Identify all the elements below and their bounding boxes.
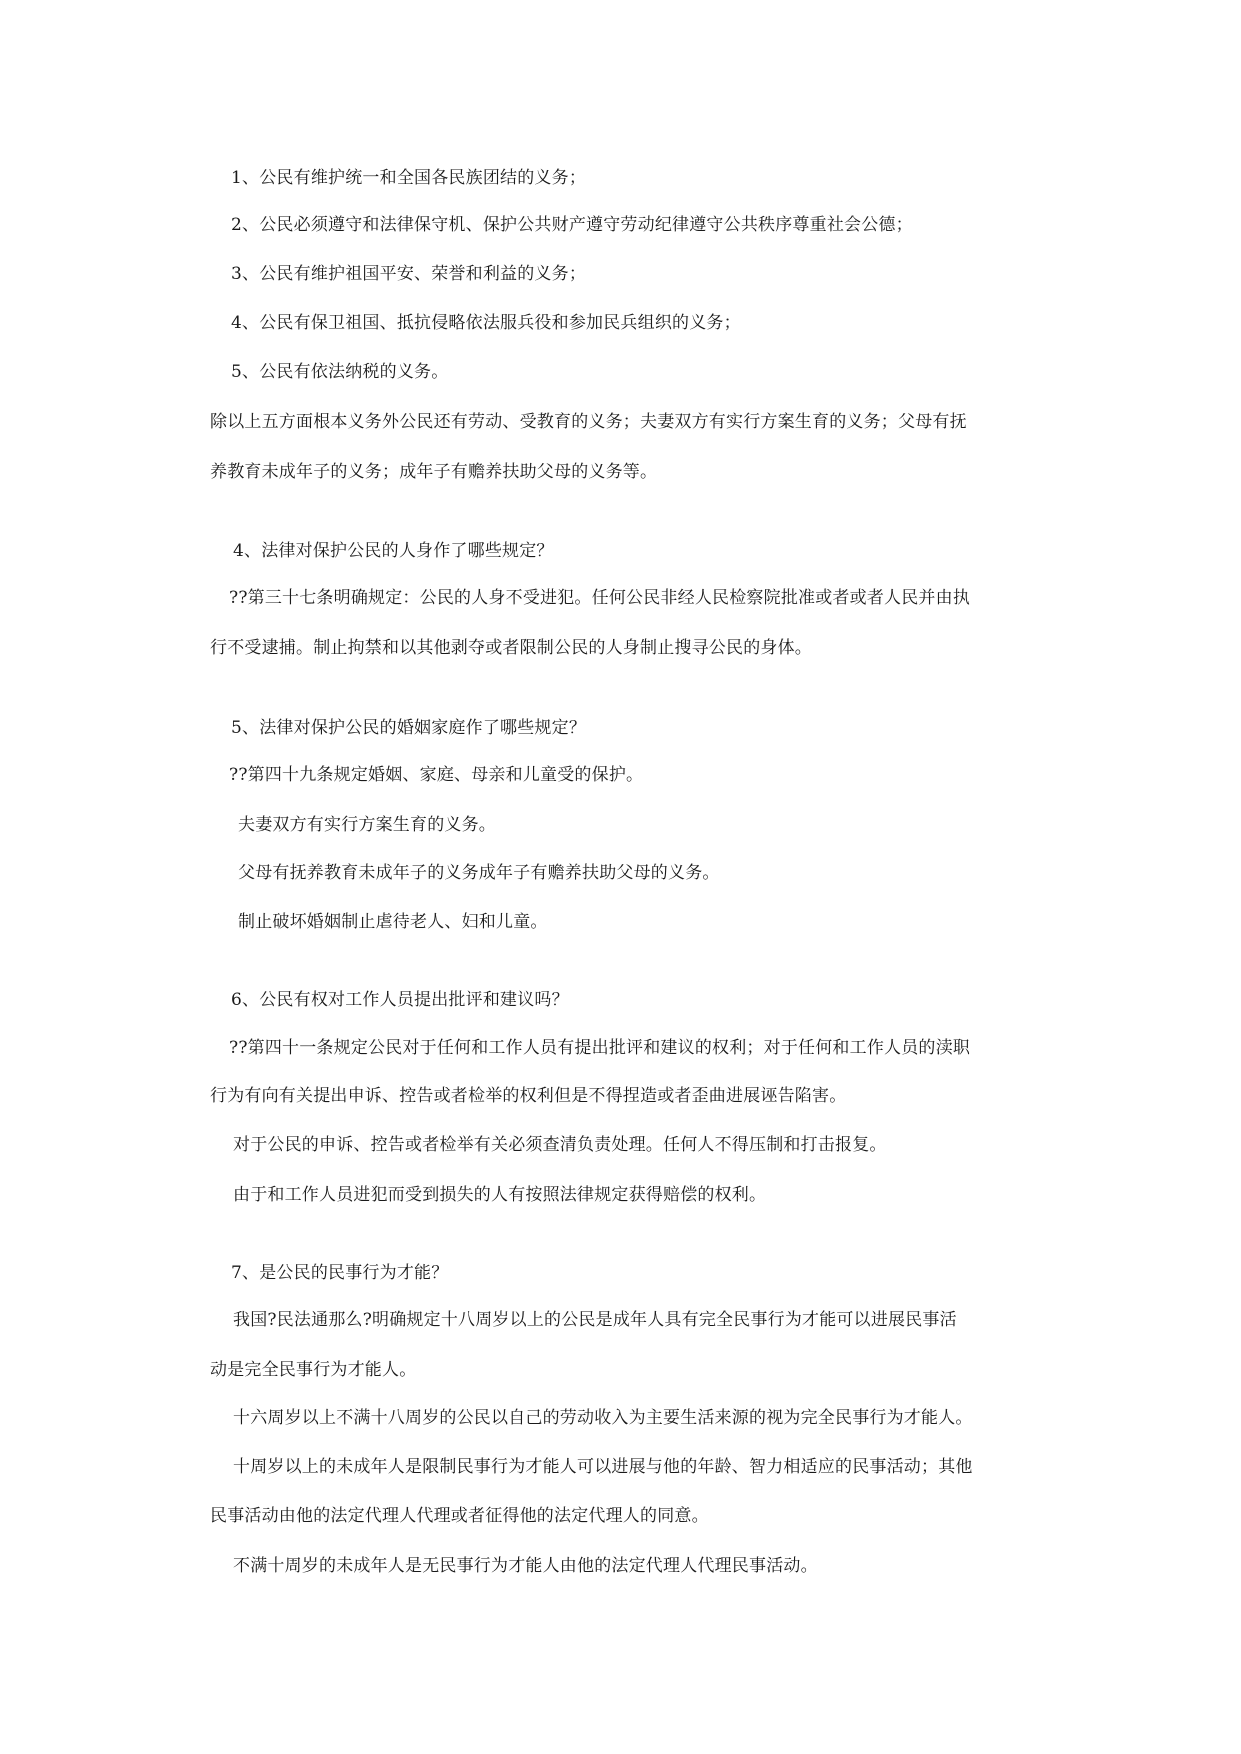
text-line: 行为有向有关提出申诉、控告或者检举的权利但是不得捏造或者歪曲进展诬告陷害。 [210, 1086, 847, 1106]
text-line: 5、公民有依法纳税的义务。 [231, 362, 449, 382]
text-line: ??第四十一条规定公民对于任何和工作人员有提出批评和建议的权利；对于任何和工作人员的渎职 [229, 1038, 971, 1058]
section-heading: 6、公民有权对工作人员提出批评和建议吗？ [231, 990, 569, 1010]
text-line: 民事活动由他的法定代理人代理或者征得他的法定代理人的同意。 [210, 1506, 709, 1526]
section-heading: 5、法律对保护公民的婚姻家庭作了哪些规定？ [231, 718, 587, 738]
text-line: 养教育未成年子的义务；成年子有赡养扶助父母的义务等。 [210, 462, 658, 482]
section-heading: 7、是公民的民事行为才能？ [231, 1263, 449, 1283]
text-line: 动是完全民事行为才能人。 [210, 1360, 417, 1380]
text-line: ??第四十九条规定婚姻、家庭、母亲和儿童受的保护。 [229, 765, 644, 785]
text-line: 十六周岁以上不满十八周岁的公民以自己的劳动收入为主要生活来源的视为完全民事行为才能人。 [233, 1408, 973, 1428]
text-line: 夫妻双方有实行方案生育的义务。 [238, 815, 496, 835]
text-line: 4、公民有保卫祖国、抵抗侵略依法服兵役和参加民兵组织的义务； [231, 313, 741, 333]
text-line: 不满十周岁的未成年人是无民事行为才能人由他的法定代理人代理民事活动。 [233, 1556, 818, 1576]
text-line: 行不受逮捕。制止拘禁和以其他剥夺或者限制公民的人身制止搜寻公民的身体。 [210, 638, 812, 658]
text-line: 十周岁以上的未成年人是限制民事行为才能人可以进展与他的年龄、智力相适应的民事活动；其他 [233, 1457, 973, 1477]
text-line: 由于和工作人员进犯而受到损失的人有按照法律规定获得赔偿的权利。 [233, 1185, 767, 1205]
text-line: 对于公民的申诉、控告或者检举有关必须查清负责处理。任何人不得压制和打击报复。 [233, 1135, 887, 1155]
text-line: 除以上五方面根本义务外公民还有劳动、受教育的义务；夫妻双方有实行方案生育的义务；父母有抚 [210, 412, 967, 432]
text-line: 2、公民必须遵守和法律保守机、保护公共财产遵守劳动纪律遵守公共秩序尊重社会公德； [231, 215, 913, 235]
text-line: 制止破坏婚姻制止虐待老人、妇和儿童。 [238, 912, 548, 932]
section-heading: 4、法律对保护公民的人身作了哪些规定？ [233, 541, 554, 561]
text-line: 1、公民有维护统一和全国各民族团结的义务； [231, 168, 587, 188]
text-line: 3、公民有维护祖国平安、荣誉和利益的义务； [231, 264, 587, 284]
text-line: ??第三十七条明确规定：公民的人身不受进犯。任何公民非经人民检察院批准或者或者人民并由执 [229, 588, 971, 608]
text-line: 我国?民法通那么?明确规定十八周岁以上的公民是成年人具有完全民事行为才能可以进展民事活 [233, 1310, 957, 1330]
text-line: 父母有抚养教育未成年子的义务成年子有赡养扶助父母的义务。 [238, 863, 720, 883]
